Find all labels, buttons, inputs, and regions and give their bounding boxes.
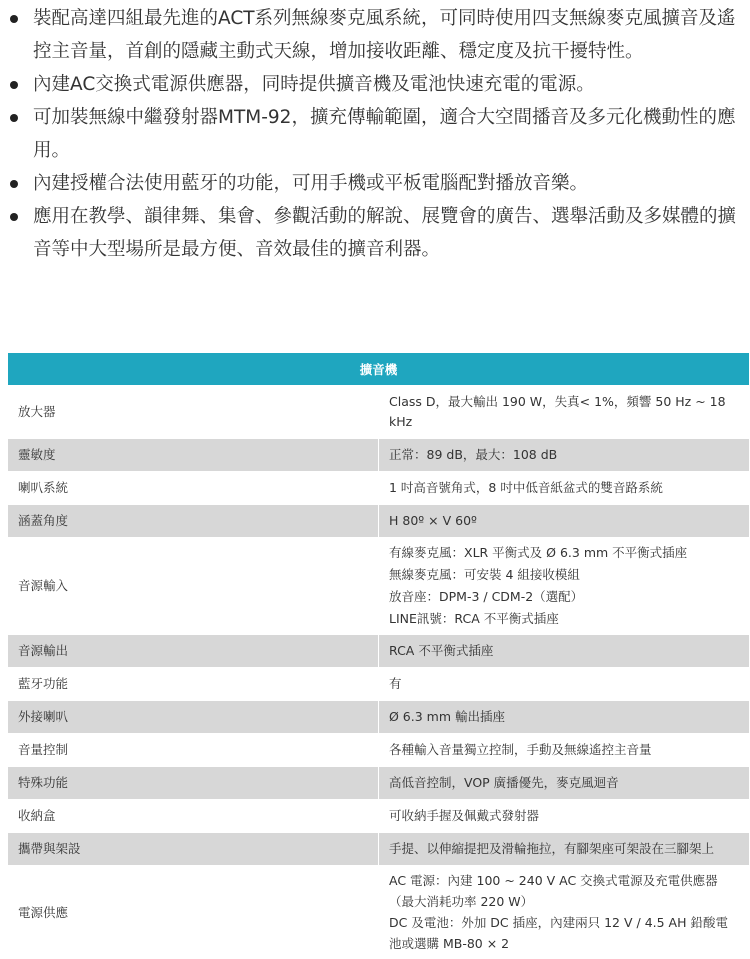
spec-value bbox=[379, 866, 750, 959]
spec-label: 藍牙功能 bbox=[8, 668, 379, 701]
feature-item bbox=[0, 101, 750, 167]
spec-value bbox=[379, 833, 750, 866]
feature-item bbox=[0, 200, 750, 266]
table-row bbox=[8, 538, 750, 635]
spec-value bbox=[379, 734, 750, 767]
spec-value-line: 有 bbox=[389, 676, 402, 691]
spec-value-line: RCA 不平衡式插座 bbox=[389, 643, 494, 658]
spec-label: 音量控制 bbox=[8, 734, 379, 767]
spec-label: 放大器 bbox=[8, 386, 379, 439]
spec-table-header-row bbox=[8, 353, 750, 386]
spec-label: 靈敏度 bbox=[8, 439, 379, 472]
spec-label: 外接喇叭 bbox=[8, 701, 379, 734]
spec-value-line: 高低音控制，VOP 廣播優先，麥克風迴音 bbox=[389, 775, 619, 790]
spec-value bbox=[379, 701, 750, 734]
spec-table bbox=[7, 352, 750, 959]
spec-label: 涵蓋角度 bbox=[8, 505, 379, 538]
spec-value-line: 無線麥克風：可安裝 4 組接收模組 bbox=[389, 567, 580, 582]
spec-value bbox=[379, 767, 750, 800]
table-row bbox=[8, 439, 750, 472]
table-row bbox=[8, 386, 750, 439]
table-row bbox=[8, 472, 750, 505]
table-row bbox=[8, 767, 750, 800]
feature-item bbox=[0, 2, 750, 68]
table-row bbox=[8, 833, 750, 866]
feature-list bbox=[0, 2, 750, 266]
spec-label: 音源輸入 bbox=[8, 538, 379, 635]
spec-value bbox=[379, 635, 750, 668]
bullet-icon bbox=[10, 114, 18, 122]
feature-text: 內建授權合法使用藍牙的功能，可用手機或平板電腦配對播放音樂。 bbox=[33, 173, 589, 194]
spec-value-line: 手提、以伸縮提把及滑輪拖拉，有腳架座可架設在三腳架上 bbox=[389, 841, 715, 856]
spec-value-line: AC 電源：內建 100 ~ 240 V AC 交換式電源及充電供應器（最大消耗功率 220 W） bbox=[389, 873, 718, 909]
spec-value-line: H 80º × V 60º bbox=[389, 513, 477, 528]
feature-text: 裝配高達四組最先進的ACT系列無線麥克風系統，可同時使用四支無線麥克風擴音及遙控主音量，首創的隱藏主動式天線，增加接收距離、穩定度及抗干擾特性。 bbox=[33, 8, 736, 62]
feature-text: 內建AC交換式電源供應器，同時提供擴音機及電池快速充電的電源。 bbox=[33, 74, 595, 95]
bullet-icon bbox=[10, 81, 18, 89]
spec-value-line: DC 及電池：外加 DC 插座，內建兩只 12 V / 4.5 AH 鉛酸電池或選購 MB-80 × 2 bbox=[389, 915, 728, 951]
spec-value-line: 有線麥克風：XLR 平衡式及 Ø 6.3 mm 不平衡式插座 bbox=[389, 545, 688, 560]
feature-text: 應用在教學、韻律舞、集會、參觀活動的解說、展覽會的廣告、選舉活動及多媒體的擴音等中大型場所是最方便、音效最佳的擴音利器。 bbox=[33, 206, 737, 260]
feature-item bbox=[0, 167, 750, 200]
spec-value bbox=[379, 472, 750, 505]
spec-value-line: 1 吋高音號角式，8 吋中低音紙盆式的雙音路系統 bbox=[389, 480, 663, 495]
table-row bbox=[8, 800, 750, 833]
bullet-icon bbox=[10, 180, 18, 188]
spec-value-line: 放音座：DPM-3 / CDM-2（選配） bbox=[389, 589, 584, 604]
spec-value bbox=[379, 386, 750, 439]
table-row bbox=[8, 701, 750, 734]
spec-value-line: Ø 6.3 mm 輸出插座 bbox=[389, 709, 505, 724]
spec-value bbox=[379, 800, 750, 833]
bullet-icon bbox=[10, 15, 18, 23]
spec-value-line: LINE訊號：RCA 不平衡式插座 bbox=[389, 611, 559, 626]
spec-label: 音源輸出 bbox=[8, 635, 379, 668]
feature-item bbox=[0, 68, 750, 101]
table-row bbox=[8, 668, 750, 701]
spec-value bbox=[379, 439, 750, 472]
bullet-icon bbox=[10, 213, 18, 221]
feature-text: 可加裝無線中繼發射器MTM-92，擴充傳輸範圍，適合大空間播音及多元化機動性的應用。 bbox=[33, 107, 736, 161]
spec-label: 喇叭系統 bbox=[8, 472, 379, 505]
spec-label: 電源供應 bbox=[8, 866, 379, 959]
table-row bbox=[8, 866, 750, 959]
spec-value bbox=[379, 505, 750, 538]
spec-value bbox=[379, 668, 750, 701]
spec-value-line: 各種輸入音量獨立控制，手動及無線遙控主音量 bbox=[389, 742, 652, 757]
table-row bbox=[8, 505, 750, 538]
spec-label: 特殊功能 bbox=[8, 767, 379, 800]
table-row bbox=[8, 734, 750, 767]
spec-value-line: 正常：89 dB，最大：108 dB bbox=[389, 447, 558, 462]
spec-label: 收納盒 bbox=[8, 800, 379, 833]
spec-label: 攜帶與架設 bbox=[8, 833, 379, 866]
spec-value-line: 可收納手握及佩戴式發射器 bbox=[389, 808, 540, 823]
table-row bbox=[8, 635, 750, 668]
spec-value bbox=[379, 538, 750, 635]
spec-table-title: 擴音機 bbox=[8, 353, 750, 386]
spec-value-line: Class D，最大輸出 190 W，失真< 1%，頻響 50 Hz ~ 18 kHz bbox=[389, 394, 726, 429]
